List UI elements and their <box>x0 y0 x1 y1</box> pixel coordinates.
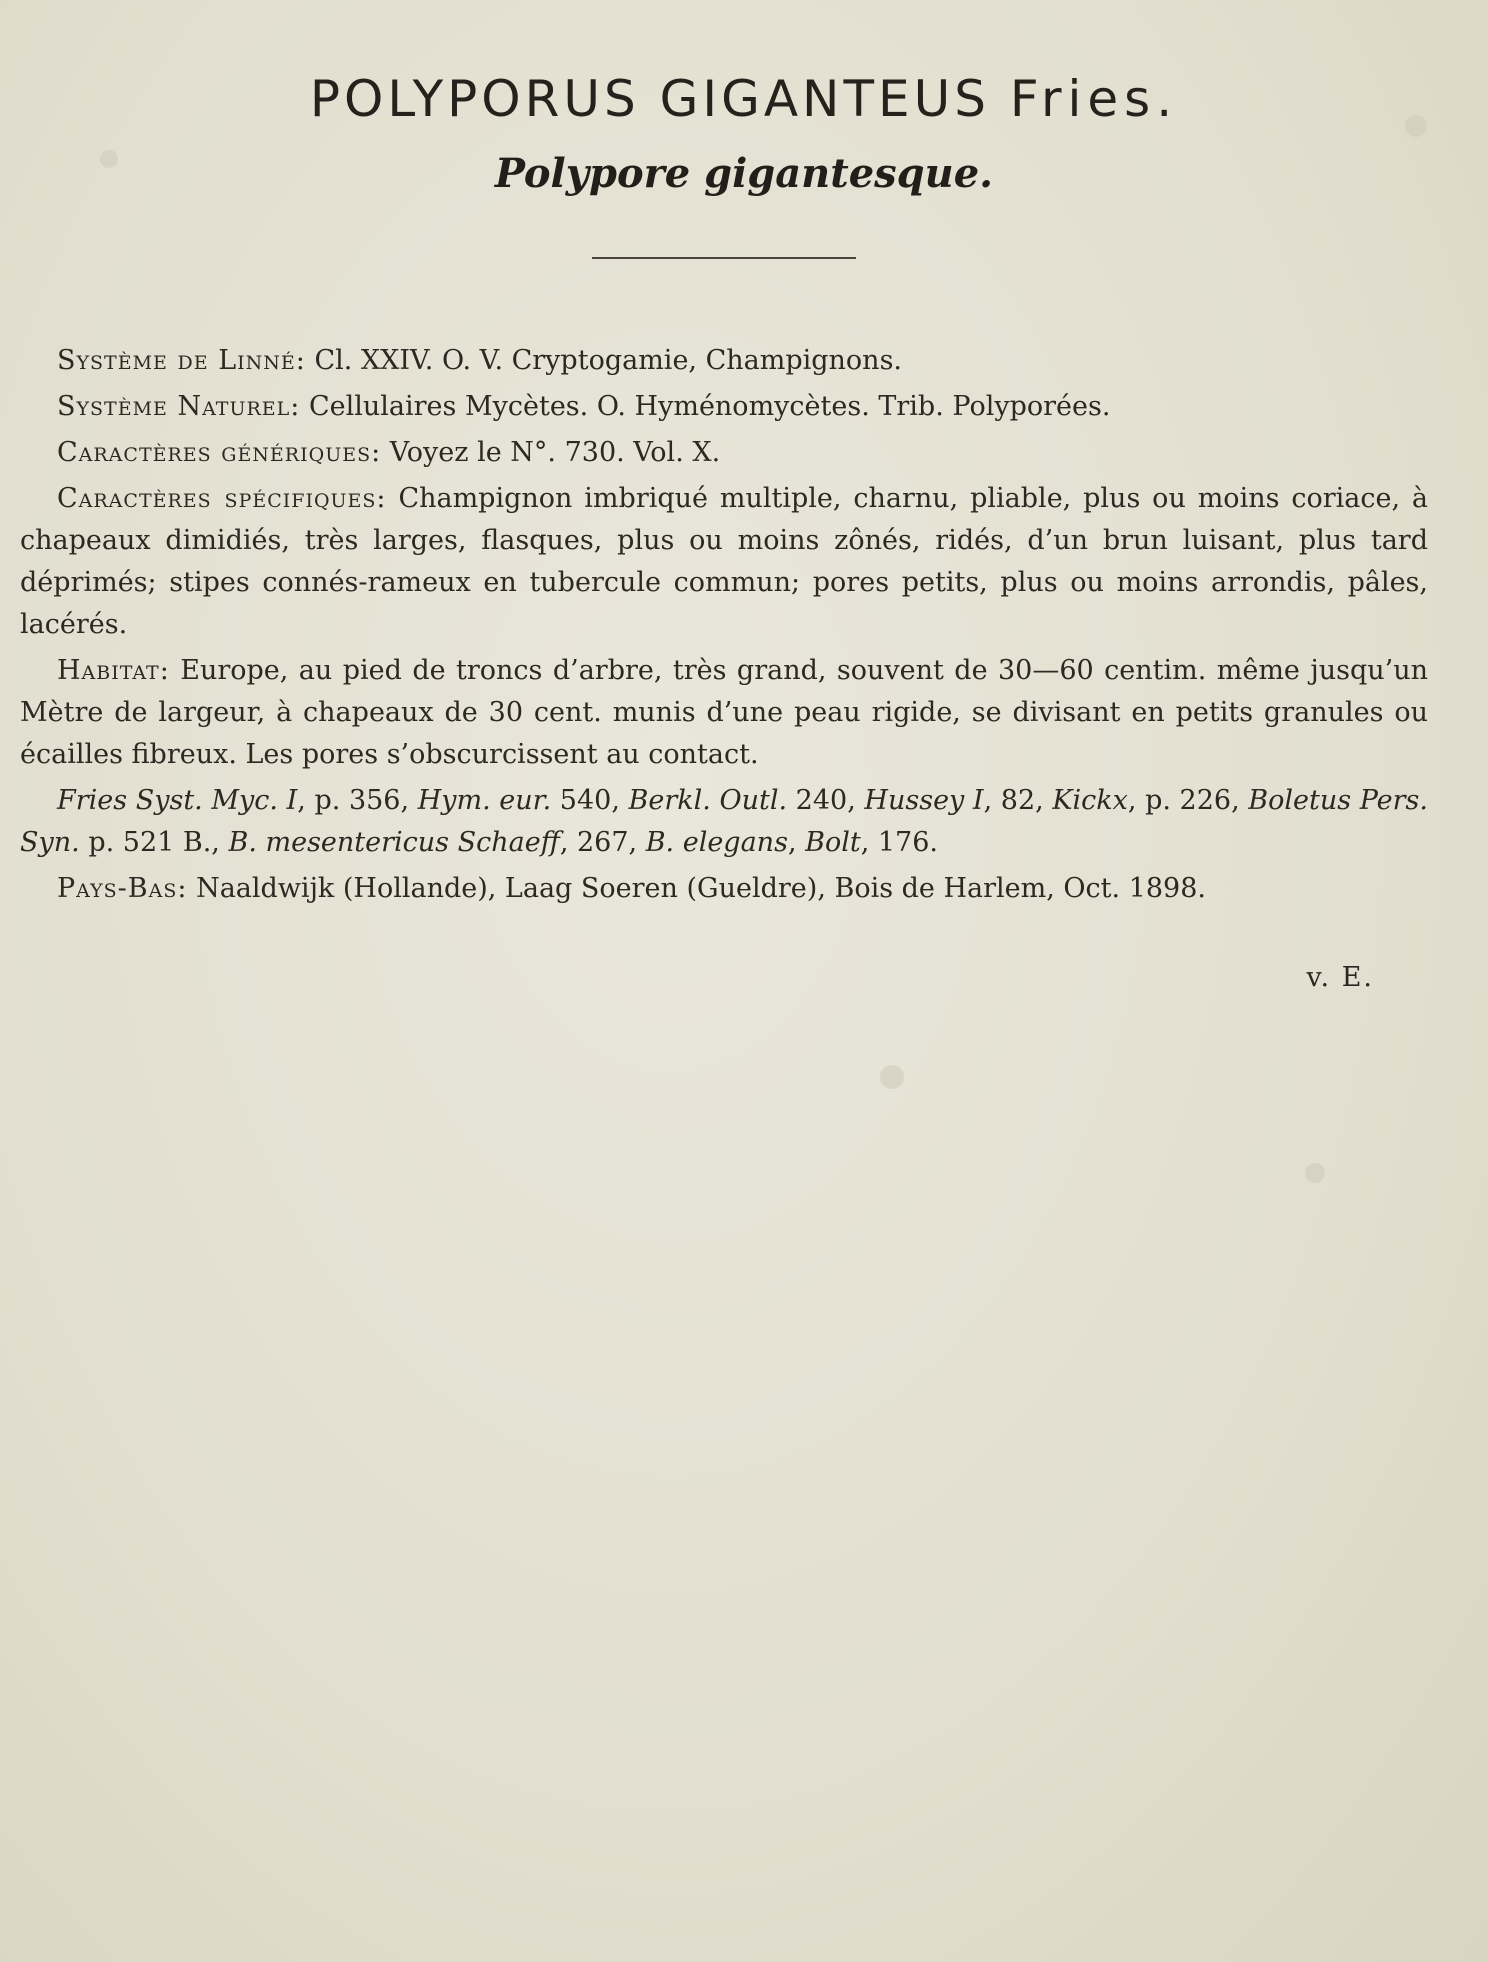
reference-page: , p. 226, <box>1127 785 1249 816</box>
entry-linne <box>20 340 1428 382</box>
reference-title: B. mesentericus Schaeff <box>228 827 560 858</box>
reference-title: Kickx <box>1052 785 1128 816</box>
author-signature: v. E. <box>1306 962 1374 993</box>
paper-spot <box>1305 1163 1325 1183</box>
entry-heading: Pays-Bas: <box>57 873 188 904</box>
entry-generiques <box>20 432 1428 474</box>
entry-text: Cl. XXIV. O. V. Cryptogamie, Champignons. <box>314 345 903 376</box>
reference-title: Hym. eur. <box>417 785 552 816</box>
reference-title: Bolt <box>805 827 861 858</box>
reference-page: , 176. <box>860 827 938 858</box>
entry-text: Cellulaires Mycètes. O. Hyménomycètes. Trib. Polyporées. <box>308 391 1111 422</box>
entry-heading: Habitat: <box>57 655 170 686</box>
reference-page: , 267, <box>559 827 646 858</box>
page-subtitle: Polypore gigantesque. <box>494 150 994 197</box>
entry-text: Europe, au pied de troncs d’arbre, très grand, souvent de 30—60 centim. même jusqu’un Mètre de largeur, à chapeaux de 30 cent. munis d’une peau rigide, se divisant en petits granules ou écailles fibreux. Les pores s’obscurcissent au contact. <box>20 655 1428 770</box>
reference-page: 240, <box>787 785 865 816</box>
reference-title: Hussey I <box>864 785 984 816</box>
reference-page: , 82, <box>983 785 1053 816</box>
entry-text: Champignon imbriqué multiple, charnu, pliable, plus ou moins coriace, à chapeaux dimidiés, très larges, flasques, plus ou moins zônés, ridés, d’un brun luisant, plus tard déprimés; stipes connés-rameux en tubercule commun; pores petits, plus ou moins arrondis, pâles, lacérés. <box>20 483 1429 640</box>
entry-naturel <box>20 386 1428 428</box>
entry-specifiques <box>20 478 1428 646</box>
reference-page: , p. 356, <box>297 785 418 816</box>
author-name: Fries. <box>1009 70 1179 128</box>
reference-page: p. 521 B., <box>79 827 229 858</box>
reference-page: 540, <box>551 785 629 816</box>
page-title <box>0 70 1488 128</box>
entry-paysbas <box>20 868 1428 910</box>
entry-heading: Système de Linné: <box>57 345 306 376</box>
entry-references <box>20 780 1428 864</box>
entry-heading: Système Naturel: <box>57 391 301 422</box>
title-divider <box>592 257 856 259</box>
paper-spot <box>880 1065 904 1089</box>
entry-heading: Caractères génériques: <box>57 437 382 468</box>
reference-title: Fries Syst. Myc. I <box>57 785 298 816</box>
reference-title: Berkl. Outl. <box>628 785 788 816</box>
reference-title: Boletus Pers. Syn. <box>20 785 1428 858</box>
entry-text: Naaldwijk (Hollande), Laag Soeren (Gueldre), Bois de Harlem, Oct. 1898. <box>196 873 1206 904</box>
entry-habitat <box>20 650 1428 776</box>
reference-title: B. elegans <box>645 827 788 858</box>
species-name: POLYPORUS GIGANTEUS <box>309 70 990 128</box>
entry-text: Voyez le N°. 730. Vol. X. <box>389 437 721 468</box>
entry-heading: Caractères spécifiques: <box>57 483 387 514</box>
reference-page: , <box>787 827 806 858</box>
description-body <box>20 340 1428 914</box>
